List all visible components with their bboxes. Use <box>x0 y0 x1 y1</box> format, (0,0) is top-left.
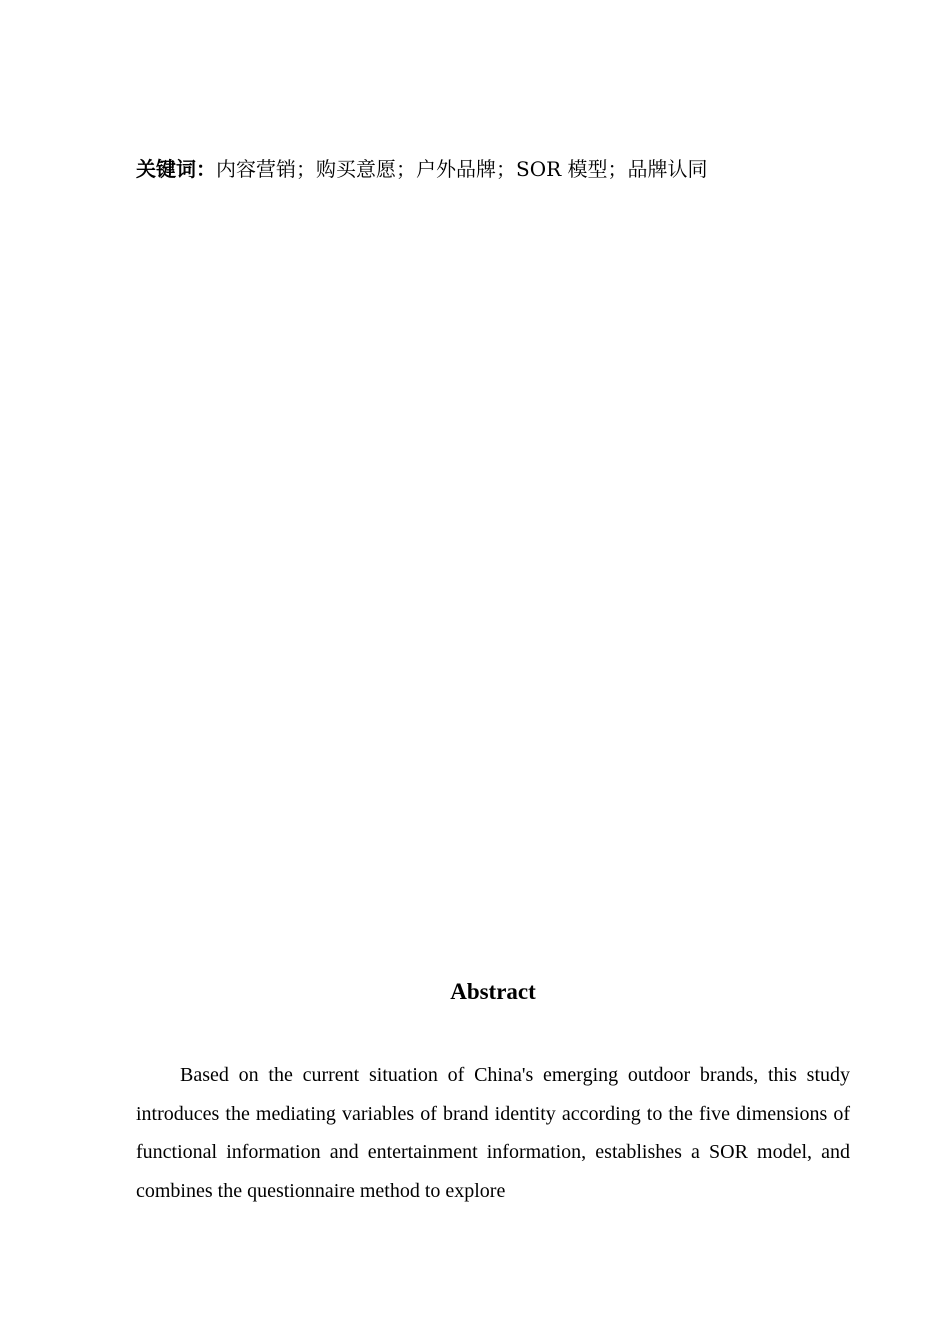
keywords-label: 关键词： <box>136 157 216 181</box>
abstract-heading: Abstract <box>450 979 536 1004</box>
keywords-line <box>136 154 856 185</box>
keywords-text: 内容营销；购买意愿；户外品牌；SOR 模型；品牌认同 <box>216 157 708 181</box>
abstract-paragraph: Based on the current situation of China's emerging outdoor brands, this study introduces the mediating variables of brand identity according to the five dimensions of functional information and entertainment information, establishes a SOR model, and combines the questionnaire method to explore <box>136 1064 850 1203</box>
